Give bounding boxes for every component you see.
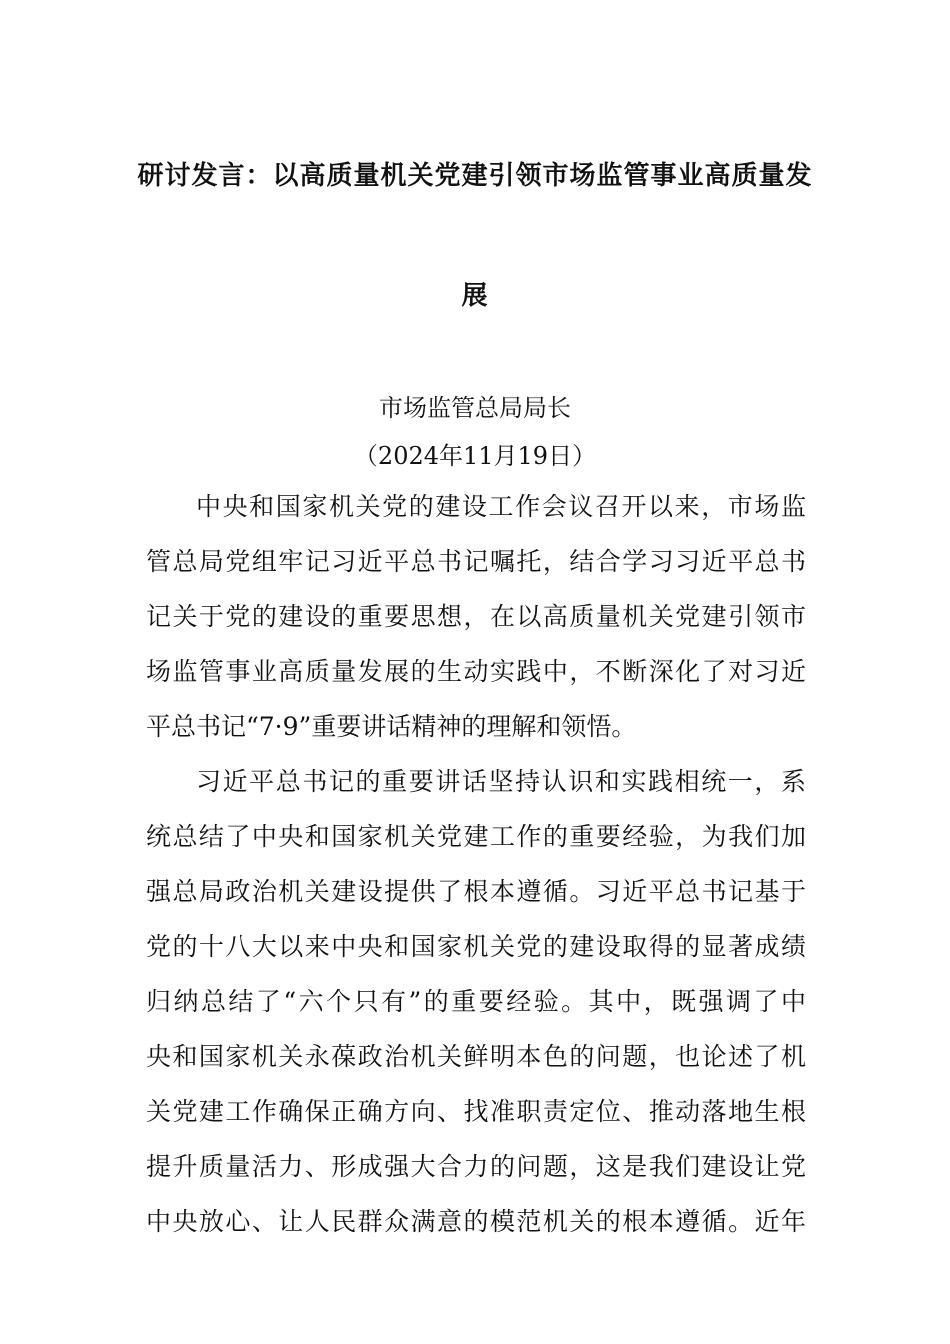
body-line-3: 记关于党的建设的重要思想，在以高质量机关党建引领市 <box>146 602 806 631</box>
body-line-2: 管总局党组牢记习近平总书记嘱托，结合学习习近平总书 <box>146 547 806 576</box>
body-line-11: 央和国家机关永葆政治机关鲜明本色的问题，也论述了机 <box>146 1042 806 1071</box>
body-line-8: 强总局政治机关建设提供了根本遵循。习近平总书记基于 <box>146 877 806 906</box>
document-title-line-2: 展 <box>461 281 489 311</box>
body-line-5: 平总书记“7·9”重要讲话精神的理解和领悟。 <box>146 712 637 741</box>
body-line-14: 中央放心、让人民群众满意的模范机关的根本遵循。近年 <box>146 1207 806 1236</box>
body-line-4: 场监管事业高质量发展的生动实践中，不断深化了对习近 <box>146 657 806 686</box>
date-line: （2024年11月19日） <box>353 442 597 470</box>
body-line-12: 关党建工作确保正确方向、找准职责定位、推动落地生根 <box>146 1097 806 1126</box>
body-line-6: 习近平总书记的重要讲话坚持认识和实践相统一，系 <box>196 767 806 796</box>
body-line-9: 党的十八大以来中央和国家机关党的建设取得的显著成绩 <box>146 932 806 961</box>
body-line-13: 提升质量活力、形成强大合力的问题，这是我们建设让党 <box>146 1152 806 1181</box>
body-line-10: 归纳总结了“六个只有”的重要经验。其中，既强调了中 <box>146 987 806 1016</box>
author-line: 市场监管总局局长 <box>379 394 571 422</box>
document-title-line-1: 研讨发言：以高质量机关党建引领市场监管事业高质量发 <box>137 161 813 191</box>
body-line-7: 统总结了中央和国家机关党建工作的重要经验，为我们加 <box>146 822 806 851</box>
body-line-1: 中央和国家机关党的建设工作会议召开以来，市场监 <box>196 492 806 521</box>
